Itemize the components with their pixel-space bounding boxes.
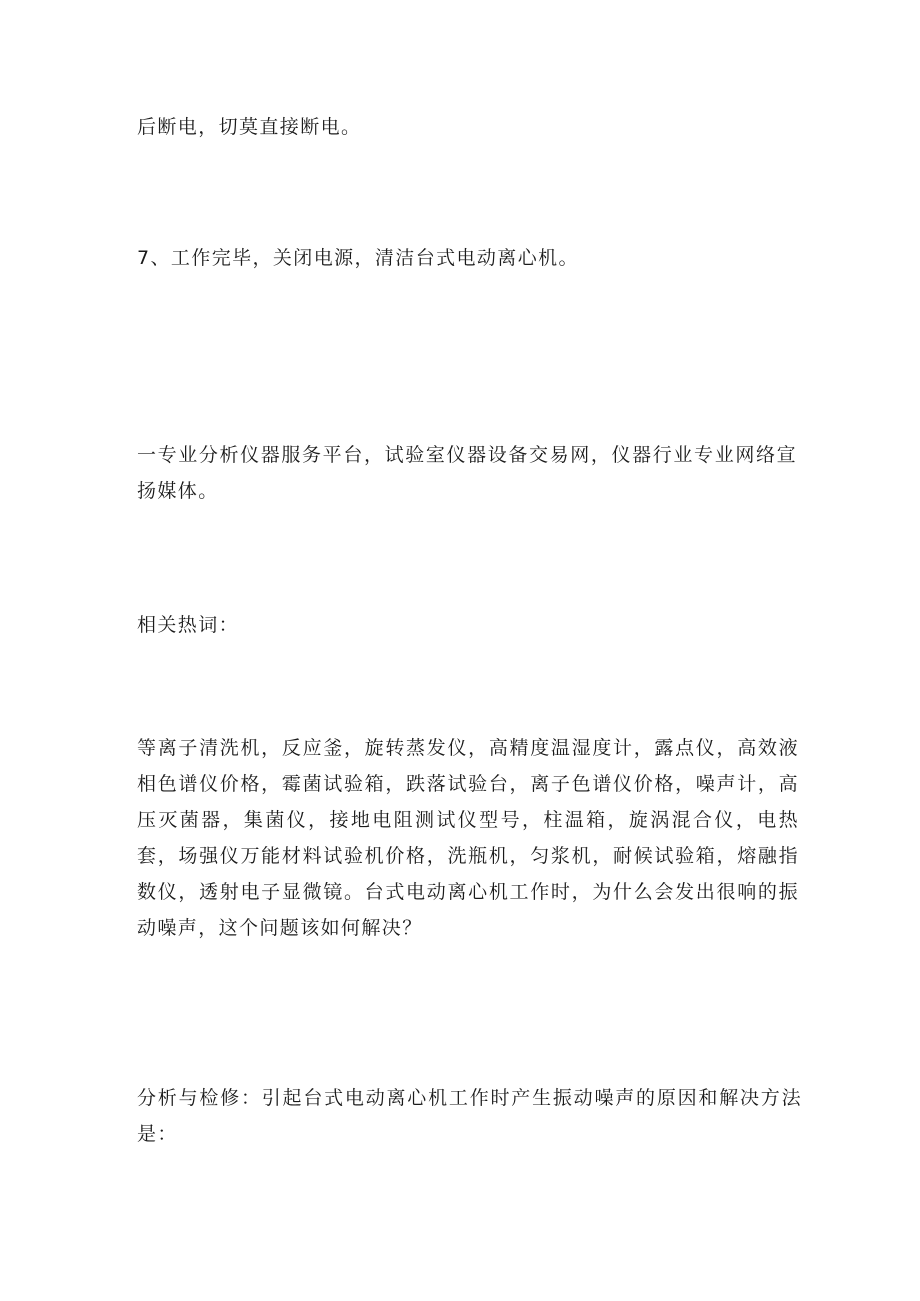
paragraph-power-off-note: 后断电，切莫直接断电。	[137, 116, 362, 138]
paragraph-related-keywords-heading: 相关热词：	[137, 614, 240, 636]
paragraph-keywords-and-question: 等离子清洗机，反应釜，旋转蒸发仪，高精度温湿度计，露点仪，高效液相色谱仪价格，霉菌试验箱，跌落试验台，离子色谱仪价格，噪声计，高压灭菌器，集菌仪，接地电阻测试仪型号，柱温箱，旋涡混合仪，电热套，场强仪万能材料试验机价格，洗瓶机，匀浆机，耐候试验箱，熔融指数仪，透射电子显微镜。台式电动离心机工作时，为什么会发出很响的振动噪声，这个问题该如何解决？	[137, 737, 799, 939]
paragraph-analysis-intro: 分析与检修：引起台式电动离心机工作时产生振动噪声的原因和解决方法是：	[137, 1087, 802, 1145]
paragraph-platform-intro: 一专业分析仪器服务平台，试验室仪器设备交易网，仪器行业专业网络宣扬媒体。	[137, 444, 797, 502]
paragraph-step-7: 7、工作完毕，关闭电源，清洁台式电动离心机。	[137, 247, 579, 269]
